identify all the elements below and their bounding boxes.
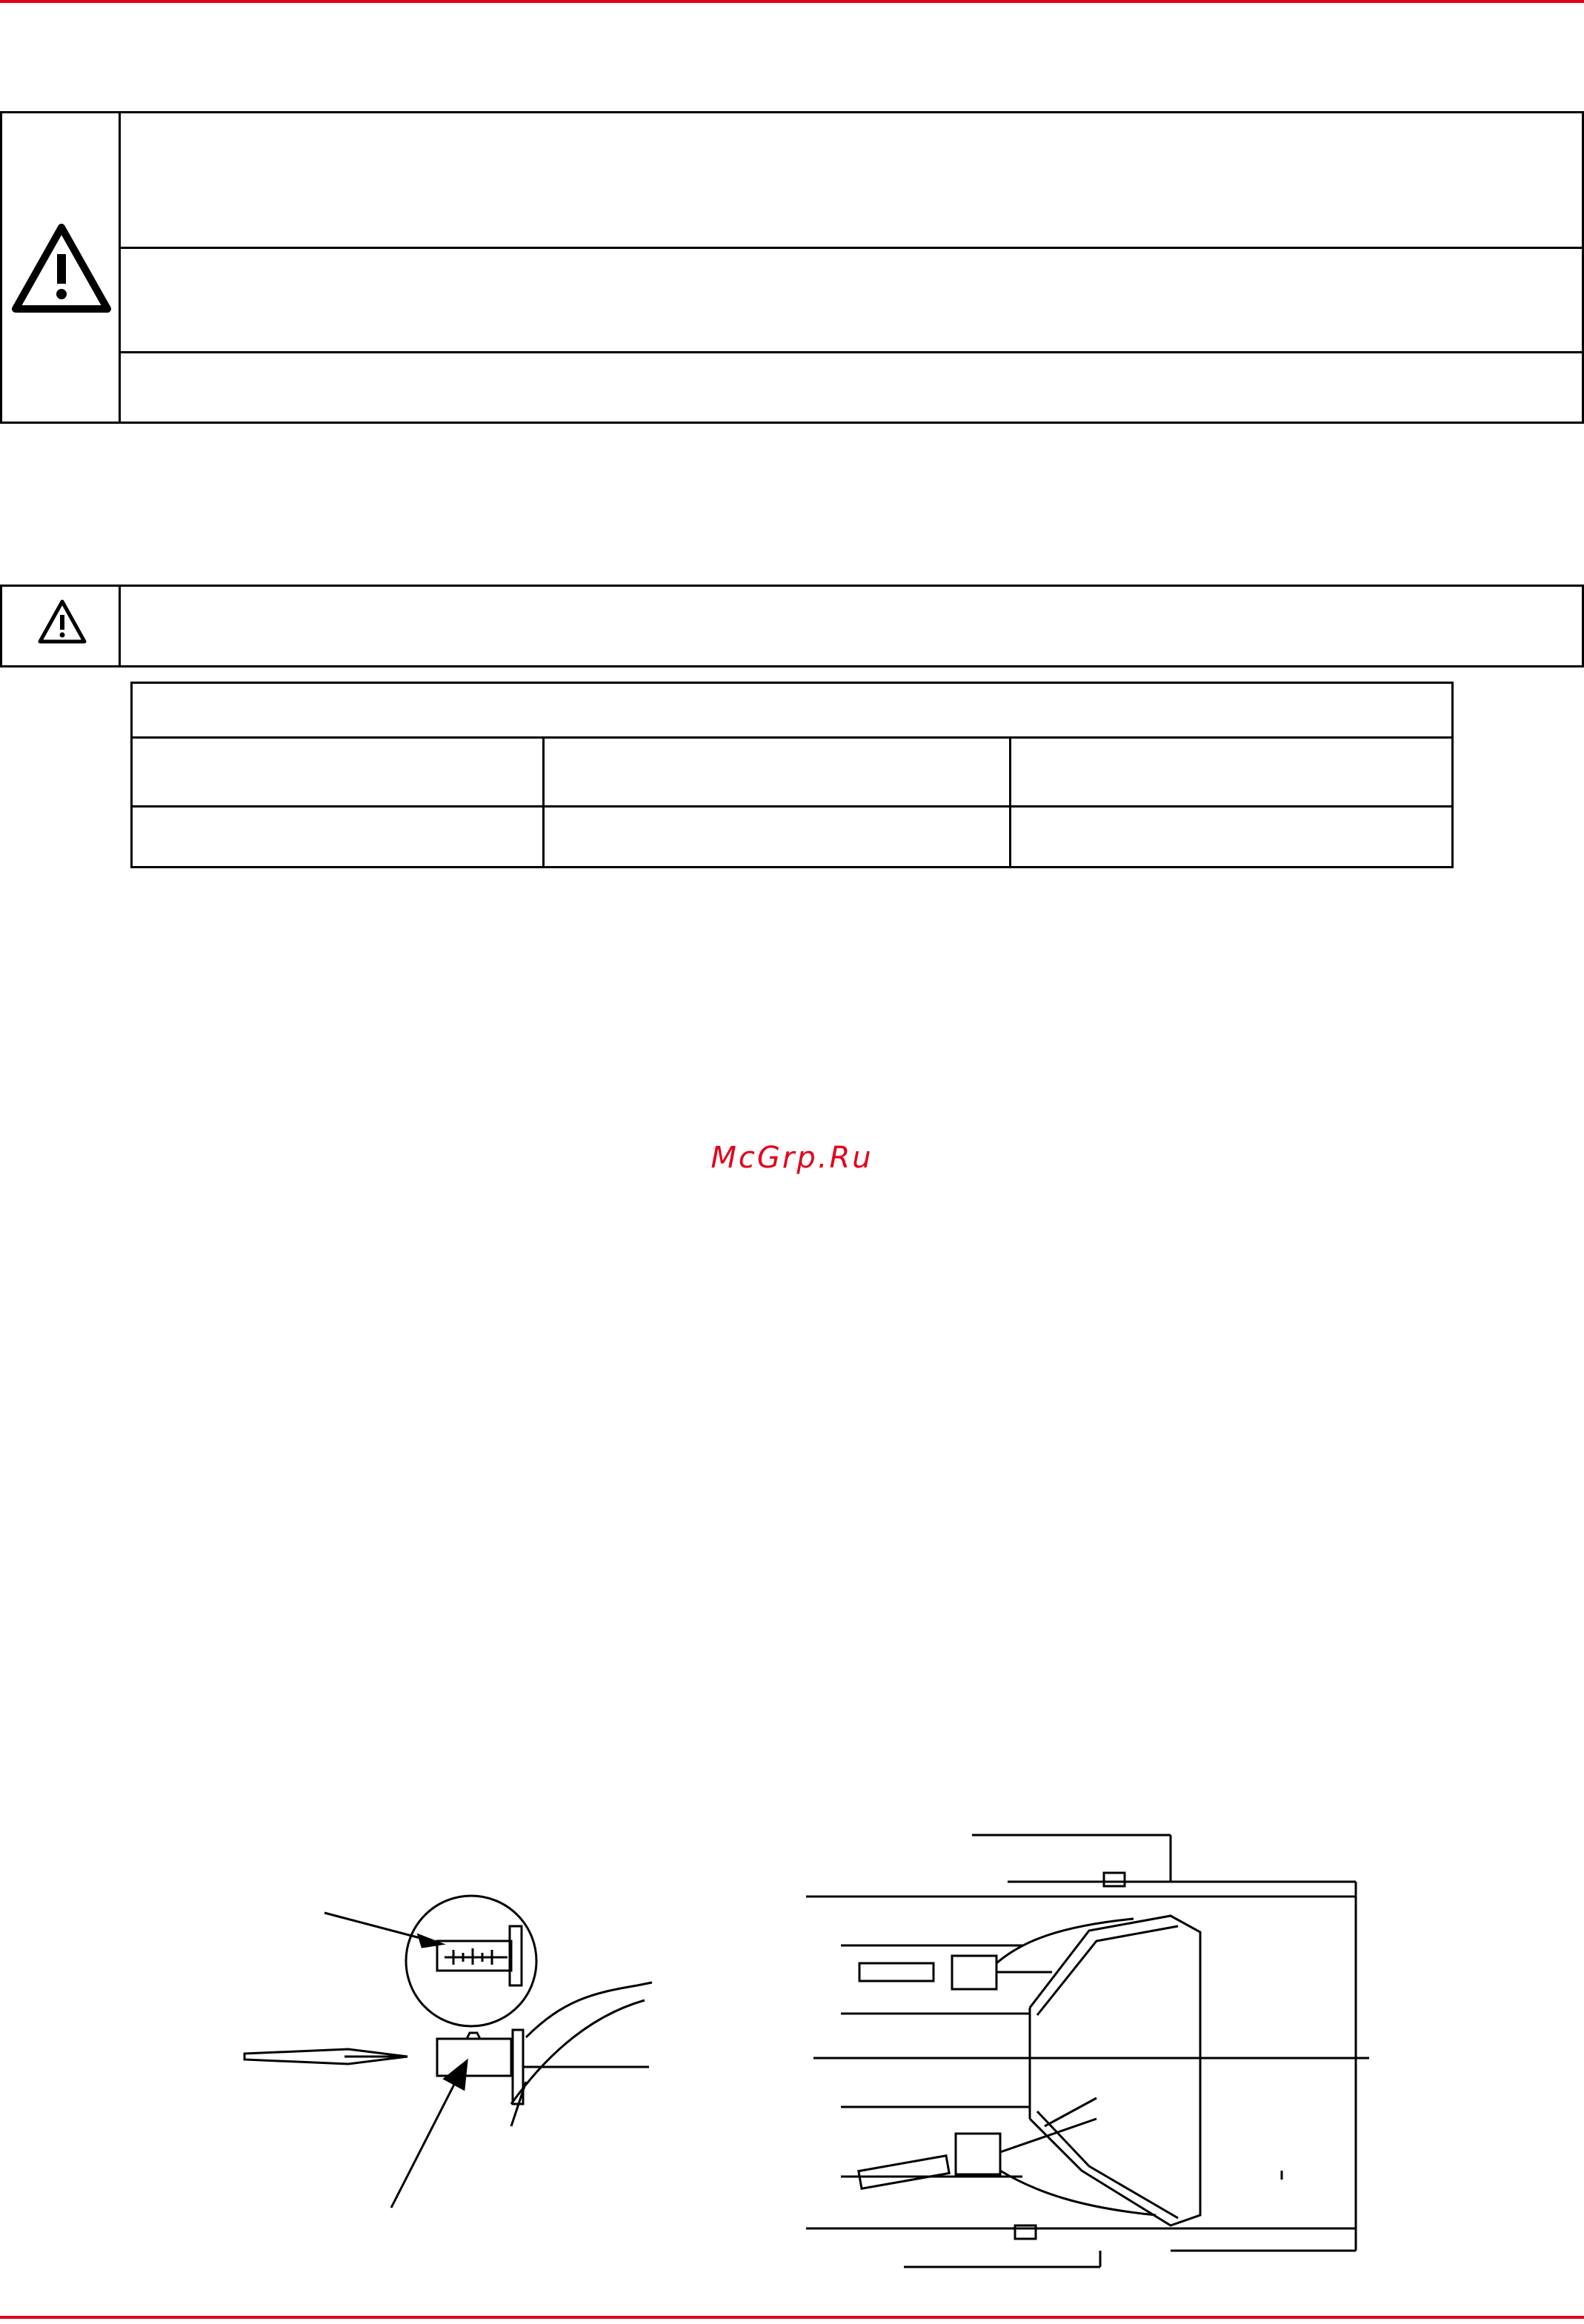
warning-box-1-row-sep-1 <box>119 247 1584 249</box>
table-cell <box>1024 813 1439 860</box>
top-red-rule <box>0 0 1584 3</box>
table-column-separator-1 <box>542 736 545 868</box>
burner-head-cross-section-drawing <box>800 1830 1571 2282</box>
bottom-red-rule <box>0 2316 1584 2319</box>
table-title <box>145 689 1439 730</box>
warning-box-1-row-2 <box>137 259 1567 341</box>
table-cell <box>557 813 994 860</box>
warning-triangle-icon <box>11 223 112 316</box>
warning-box-2-text <box>137 600 1567 652</box>
warning-triangle-icon <box>37 599 87 647</box>
table-row-separator <box>130 805 1454 808</box>
table-cell <box>1024 744 1439 796</box>
warning-box-1-divider <box>119 111 121 424</box>
warning-box-2-divider <box>119 585 121 667</box>
warning-box-1-row-sep-2 <box>119 351 1584 353</box>
table-cell <box>145 744 530 796</box>
table-header-separator <box>130 736 1454 739</box>
warning-box-1-row-1 <box>137 141 1567 230</box>
table-cell <box>145 813 530 860</box>
table-cell <box>557 744 994 796</box>
gauge-adjustment-drawing <box>222 1882 667 2215</box>
table-column-separator-2 <box>1009 736 1011 868</box>
warning-box-1-row-3 <box>137 363 1567 415</box>
watermark: McGrp.Ru <box>711 1141 873 1175</box>
